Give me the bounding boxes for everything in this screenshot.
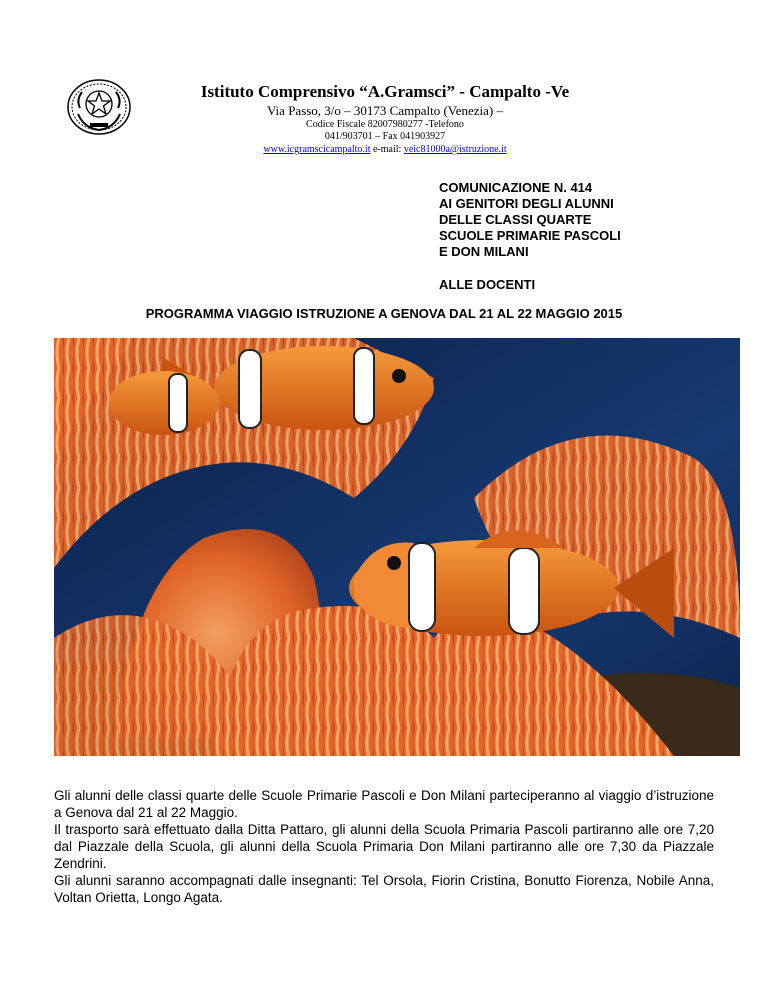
recipient-line: AI GENITORI DEGLI ALUNNI [439,196,614,211]
phone-fax: 041/903701 – Fax 041903927 [324,131,446,142]
email-label: e-mail: [372,144,402,155]
body-paragraph: Gli alunni delle classi quarte delle Scuole Primarie Pascoli e Don Milani parteciperanno al viaggio d’istruzione a Genova dal 21 al 22 Maggio. [54,788,714,820]
recipient-line: SCUOLE PRIMARIE PASCOLI [439,228,621,243]
email-link[interactable]: veic81000a@istruzione.it [403,144,507,155]
fiscal-code: Codice Fiscale 82007980277 -Telefono [306,119,464,130]
institute-address: Via Passo, 3/o – 30173 Campalto (Venezia) – [266,103,504,118]
letterhead [150,82,620,156]
document-title: PROGRAMMA VIAGGIO ISTRUZIONE A GENOVA DAL 21 AL 22 MAGGIO 2015 [145,306,623,321]
italian-republic-emblem-icon [66,78,132,136]
recipient-line: DELLE CLASSI QUARTE [439,212,592,227]
clownfish-left-tail [109,371,219,435]
recipient-teachers: ALLE DOCENTI [439,277,536,292]
body-paragraph: Gli alunni saranno accompagnati dalle insegnanti: Tel Orsola, Fiorin Cristina, Bonutto Fiorenza, Nobile Anna, Voltan Orietta, Longo Agata. [54,873,714,905]
recipient-line: E DON MILANI [439,244,529,259]
contacts-line [150,143,620,156]
clownfish-anemone-photo [54,338,740,756]
body-text [54,787,714,906]
recipients-block [439,180,739,293]
website-link[interactable]: www.icgramscicampalto.it [263,144,371,155]
body-paragraph: Il trasporto sarà effettuato dalla Ditta Pattaro, gli alunni della Scuola Primaria Pascoli partiranno alle ore 7,20 dal Piazzale della Scuola, gli alunni della Scuola Primaria Don Milani partiranno alle ore 7,30 da Piazzale Zendrini. [54,822,714,871]
recipient-line: COMUNICAZIONE N. 414 [439,180,593,195]
institute-name: Istituto Comprensivo “A.Gramsci” - Campalto -Ve [200,82,570,101]
